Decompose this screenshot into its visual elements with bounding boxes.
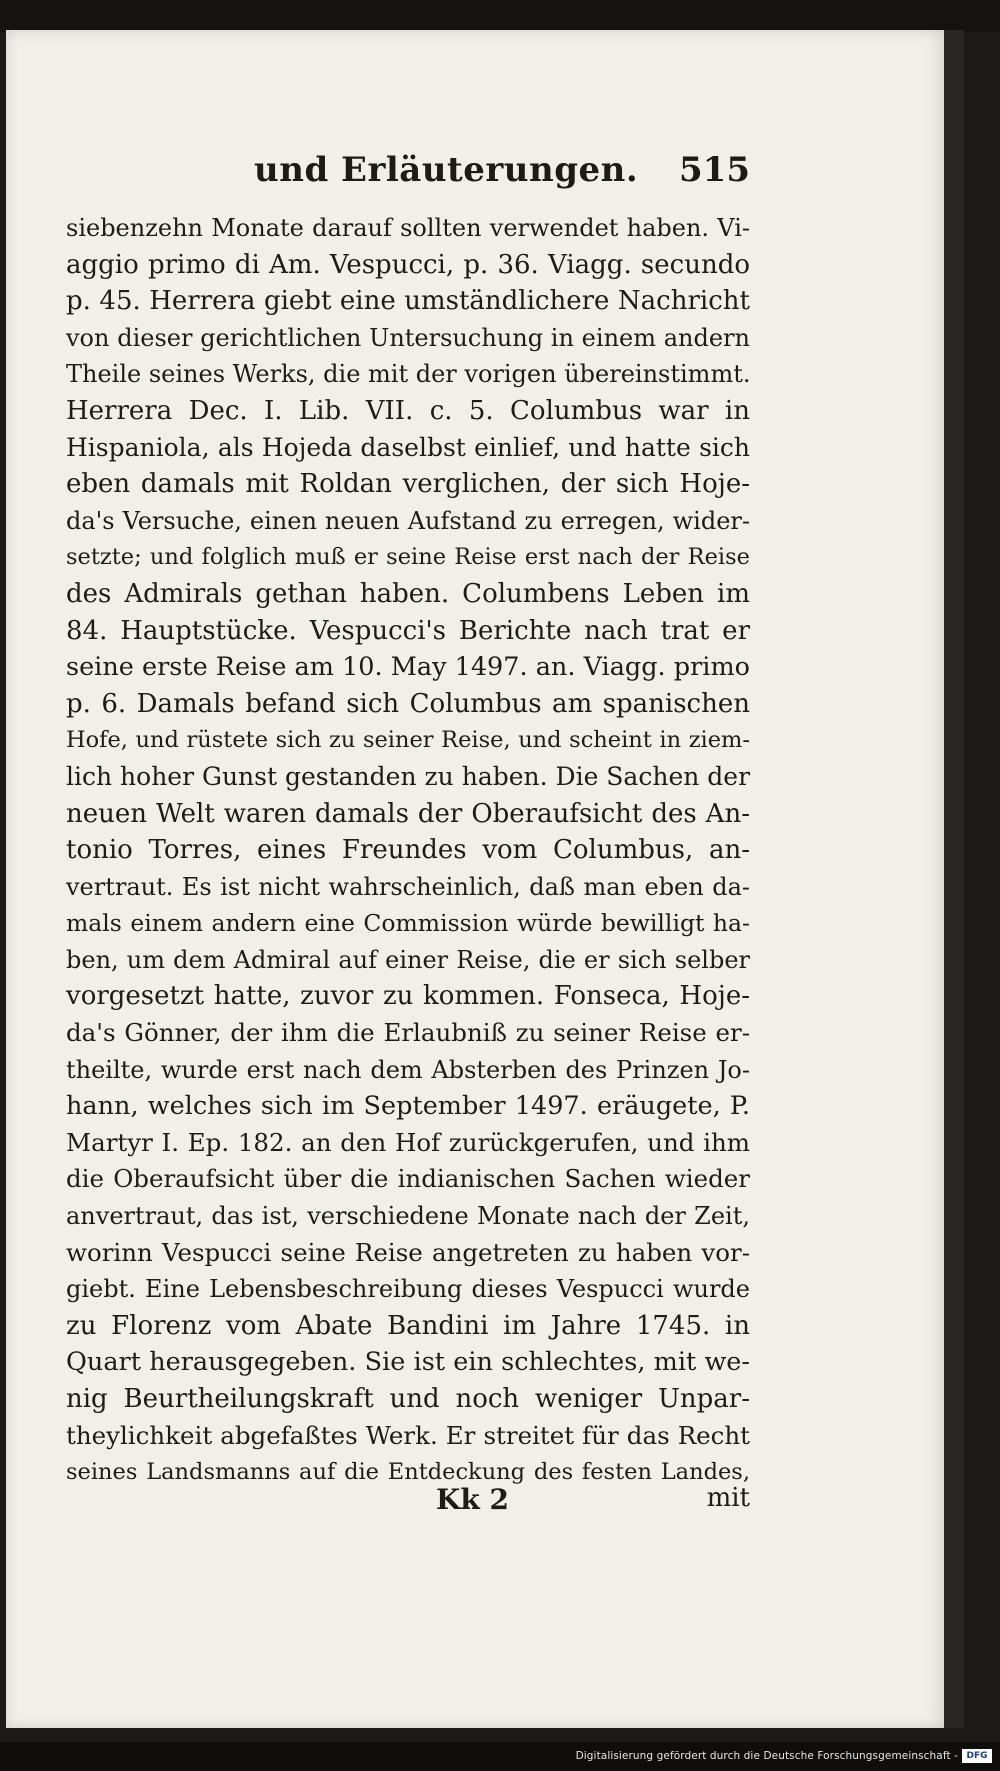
signature-mark: Kk 2: [436, 1483, 509, 1516]
text-line: seine erste Reise am 10. May 1497. an. Viagg. primo: [66, 652, 750, 683]
text-line: hann, welches sich im September 1497. eräugete, P.: [66, 1091, 750, 1122]
text-line: des Admirals gethan haben. Columbens Leben im: [66, 578, 750, 609]
dfg-logo: DFG: [962, 1749, 992, 1763]
scan-top-border: [0, 0, 1000, 32]
text-line: da's Versuche, einen neuen Aufstand zu erregen, wider-: [66, 506, 750, 535]
text-line: von dieser gerichtlichen Untersuchung in einem andern: [66, 323, 750, 352]
text-line: anvertraut, das ist, verschiedene Monate nach der Zeit,: [66, 1202, 750, 1231]
catchword: mit: [706, 1483, 750, 1513]
text-line: theylichkeit abgefaßtes Werk. Er streitet für das Recht: [66, 1420, 750, 1450]
text-line: mals einem andern eine Commission würde bewilligt ha-: [66, 909, 750, 938]
text-line: Martyr I. Ep. 182. an den Hof zurückgerufen, und ihm: [66, 1127, 750, 1157]
text-line: die Oberaufsicht über die indianischen Sachen wieder: [66, 1164, 750, 1194]
text-line: siebenzehn Monate darauf sollten verwendet haben. Vi-: [66, 214, 750, 242]
text-line: neuen Welt waren damals der Oberaufsicht des An-: [66, 798, 750, 829]
text-line: p. 45. Herrera giebt eine umständlichere Nachricht: [66, 286, 750, 317]
page-edge-shadow: [944, 30, 964, 1728]
page-number: 515: [679, 150, 750, 190]
text-line: giebt. Eine Lebensbeschreibung dieses Vespucci wurde: [66, 1275, 750, 1304]
text-line: aggio primo di Am. Vespucci, p. 36. Viagg. secundo: [66, 249, 750, 280]
text-line: vertraut. Es ist nicht wahrscheinlich, daß man eben da-: [66, 872, 750, 901]
text-line: eben damals mit Roldan verglichen, der sich Hoje-: [66, 469, 750, 500]
body-text: [66, 210, 750, 1491]
text-line: ben, um dem Admiral auf einer Reise, die er sich selber: [66, 945, 750, 974]
text-line: seines Landsmanns auf die Entdeckung des festen Landes,: [66, 1459, 750, 1486]
text-line: setzte; und folglich muß er seine Reise erst nach der Reise: [66, 544, 750, 571]
text-line: Theile seines Werks, die mit der vorigen übereinstimmt.: [66, 360, 751, 389]
running-head: und Erläuterungen.: [254, 150, 639, 190]
text-line: nig Beurtheilungskraft und noch weniger Unpar-: [66, 1384, 750, 1414]
text-line: vorgesetzt hatte, zuvor zu kommen. Fonseca, Hoje-: [66, 981, 750, 1012]
text-line: p. 6. Damals befand sich Columbus am spanischen: [66, 688, 750, 719]
digitization-credit: Digitalisierung gefördert durch die Deutsche Forschungsgemeinschaft -: [575, 1750, 958, 1762]
text-line: Herrera Dec. I. Lib. VII. c. 5. Columbus war in: [66, 395, 750, 426]
text-line: theilte, wurde erst nach dem Absterben des Prinzen Jo-: [66, 1055, 750, 1084]
text-line: 84. Hauptstücke. Vespucci's Berichte nach trat er: [66, 615, 750, 646]
text-line: worinn Vespucci seine Reise angetreten zu haben vor-: [66, 1237, 750, 1267]
text-line: lich hoher Gunst gestanden zu haben. Die Sachen der: [66, 761, 751, 791]
page-footer: [66, 1483, 750, 1523]
text-line: Hofe, und rüstete sich zu seiner Reise, und scheint in ziem-: [66, 727, 750, 754]
text-line: tonio Torres, eines Freundes vom Columbus, an-: [66, 835, 750, 866]
text-line: da's Gönner, der ihm die Erlaubniß zu seiner Reise er-: [66, 1018, 750, 1048]
page-header: [254, 150, 750, 202]
text-line: Quart herausgegeben. Sie ist ein schlechtes, mit we-: [66, 1347, 750, 1378]
text-line: Hispaniola, als Hojeda daselbst einlief, und hatte sich: [66, 432, 750, 462]
text-line: zu Florenz vom Abate Bandini im Jahre 1745. in: [66, 1310, 750, 1341]
